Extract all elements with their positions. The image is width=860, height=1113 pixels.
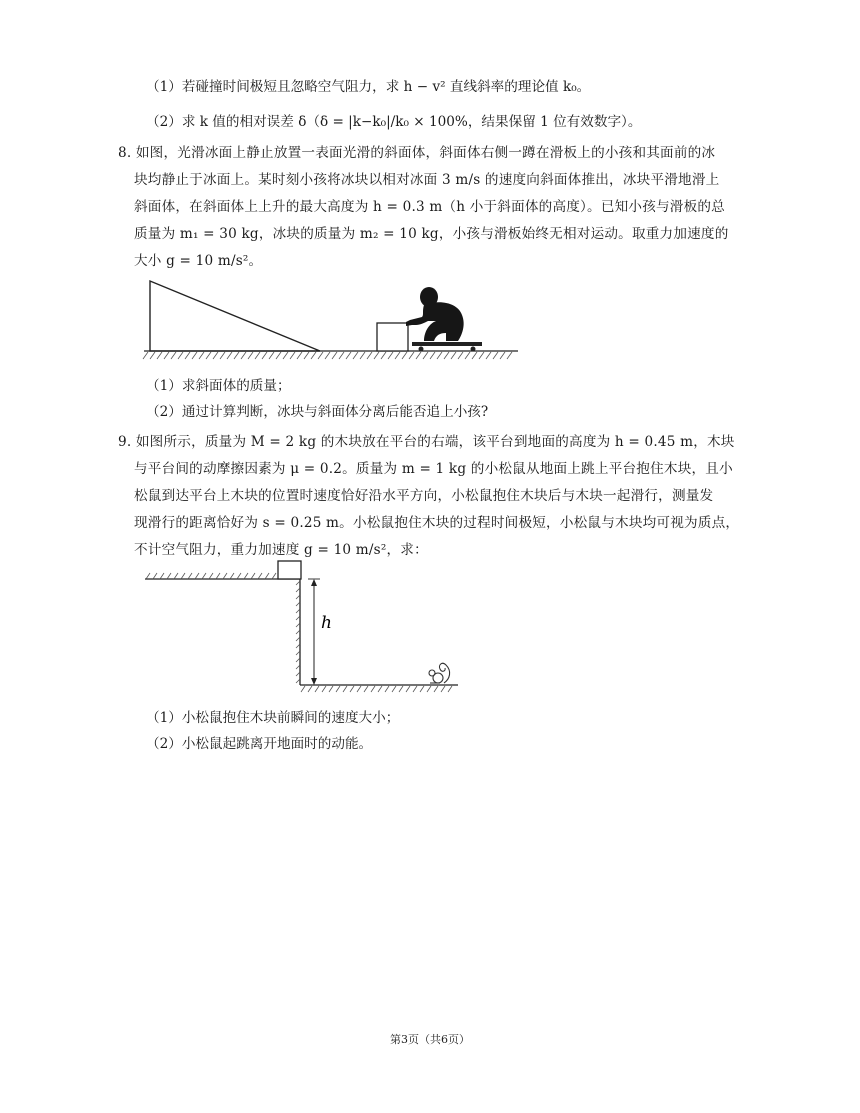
ice-block	[377, 323, 408, 351]
q9-subquestion-1: （1）小松鼠抱住木块前瞬间的速度大小；	[146, 710, 400, 726]
q9-text-line-1: 9. 如图所示，质量为 M = 2 kg 的木块放在平台的右端，该平台到地面的高度为 h = 0.45 m，木块	[118, 434, 735, 450]
q8-text-line-5: 大小 g = 10 m/s²。	[134, 253, 263, 269]
wooden-block	[278, 561, 301, 579]
q9-subquestion-2: （2）小松鼠起跳离开地面时的动能。	[146, 736, 373, 752]
q8-text-line-1: 8. 如图，光滑冰面上静止放置一表面光滑的斜面体，斜面体右侧一蹲在滑板上的小孩和其面前的冰	[118, 145, 716, 161]
q9-figure-platform-squirrel	[140, 555, 465, 695]
q9-text-line-5: 不计空气阻力，重力加速度 g = 10 m/s²，求：	[134, 542, 428, 558]
incline-shape	[150, 281, 320, 351]
q9-text-line-2: 与平台间的动摩擦因素为 μ = 0.2。质量为 m = 1 kg 的小松鼠从地面上跳上平台抱住木块，且小	[134, 461, 733, 477]
q8-subquestion-2: （2）通过计算判断，冰块与斜面体分离后能否追上小孩?	[146, 404, 489, 420]
q8-text-line-3: 斜面体，在斜面体上上升的最大高度为 h = 0.3 m（h 小于斜面体的高度）。已知小孩与滑板的总	[134, 199, 725, 215]
child-silhouette	[406, 287, 464, 341]
page-footer: 第3页（共6页）	[390, 1033, 470, 1046]
q8-text-line-2: 块均静止于冰面上。某时刻小孩将冰块以相对冰面 3 m/s 的速度向斜面体推出，冰块平滑地滑上	[134, 172, 720, 188]
q8-subquestion-1: （1）求斜面体的质量；	[146, 378, 291, 394]
q8-text-line-4: 质量为 m₁ = 30 kg，冰块的质量为 m₂ = 10 kg，小孩与滑板始终无相对运动。取重力加速度的	[134, 226, 729, 242]
q7-subquestion-1: （1）若碰撞时间极短且忽略空气阻力，求 h − v² 直线斜率的理论值 k₀。	[146, 79, 591, 95]
height-label: h	[321, 613, 332, 633]
q7-subquestion-2: （2）求 k 值的相对误差 δ（δ = |k−k₀|/k₀ × 100%，结果保留 1 位有效数字）。	[146, 114, 642, 130]
q8-figure-incline-child	[140, 275, 525, 370]
squirrel-icon	[429, 663, 450, 683]
q9-text-line-4: 现滑行的距离恰好为 s = 0.25 m。小松鼠抱住木块的过程时间极短，小松鼠与木块均可视为质点，	[134, 515, 740, 531]
q9-text-line-3: 松鼠到达平台上木块的位置时速度恰好沿水平方向，小松鼠抱住木块后与木块一起滑行，测量发	[134, 488, 714, 504]
